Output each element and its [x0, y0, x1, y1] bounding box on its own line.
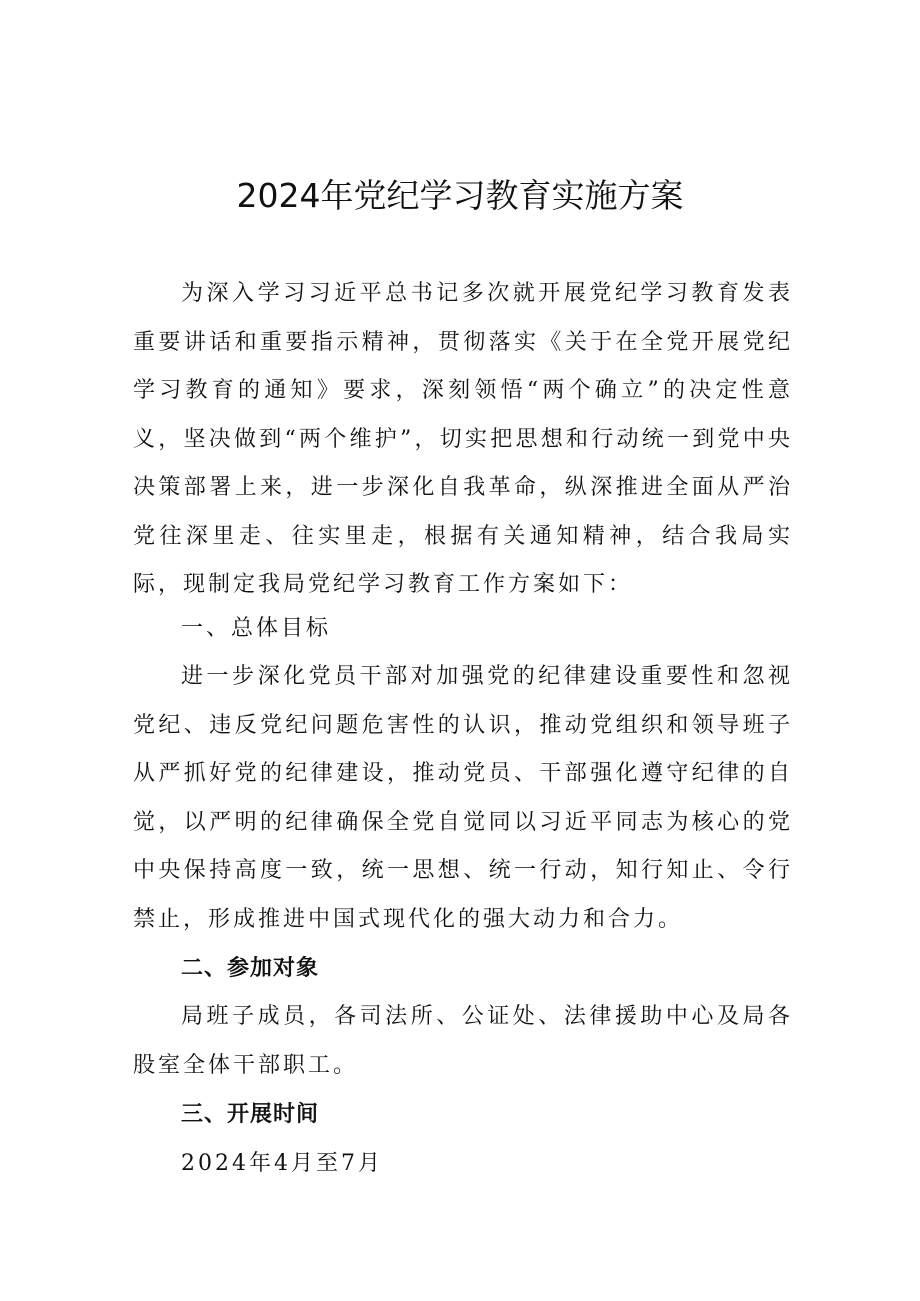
section-body-goals: 进一步深化党员干部对加强党的纪律建设重要性和忽视党纪、违反党纪问题危害性的认识，推动党组织和领导班子从严抓好党的纪律建设，推动党员、干部强化遵守纪律的自觉，以严明的纪律确保全党自觉同以习近平同志为核心的党中央保持高度一致，统一思想、统一行动，知行知止、令行禁止，形成推进中国式现代化的强大动力和合力。	[133, 664, 793, 932]
section-body-schedule: 2024年4月至7月	[181, 1151, 383, 1176]
document-title: 2024年党纪学习教育实施方案	[236, 176, 684, 215]
section-heading-schedule: 三、开展时间	[181, 1102, 320, 1127]
section-heading-goals: 一、总体目标	[181, 616, 332, 641]
section-heading-participants: 二、参加对象	[181, 956, 320, 981]
intro-paragraph: 为深入学习习近平总书记多次就开展党纪学习教育发表重要讲话和重要指示精神，贯彻落实《关于在全党开展党纪学习教育的通知》要求，深刻领悟“两个确立”的决定性意义，坚决做到“两个维护”，切实把思想和行动统一到党中央决策部署上来，进一步深化自我革命，纵深推进全面从严治党往深里走、往实里走，根据有关通知精神，结合我局实际，现制定我局党纪学习教育工作方案如下：	[133, 281, 793, 597]
section-body-participants: 局班子成员，各司法所、公证处、法律援助中心及局各股室全体干部职工。	[133, 1004, 793, 1078]
